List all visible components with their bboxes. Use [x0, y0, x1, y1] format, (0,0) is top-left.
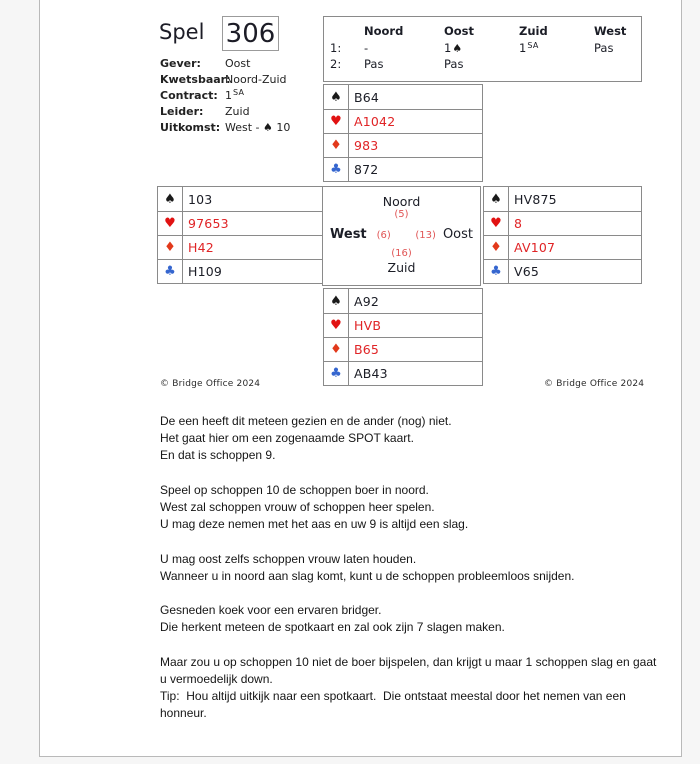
article-line: Gesneden koek voor een ervaren bridger. [160, 603, 382, 618]
north-clubs: 872 [354, 162, 379, 177]
hand-row-spades [484, 187, 641, 211]
east-hearts: 8 [514, 216, 523, 231]
article-line: U mag oost zelfs schoppen vrouw laten houden. [160, 551, 417, 566]
diamond-icon: ♦ [324, 338, 349, 361]
article-line [160, 533, 700, 550]
north-spades: B64 [354, 89, 380, 105]
bid-noord-2: Pas [364, 57, 384, 71]
north-diamonds: 983 [354, 138, 379, 153]
club-icon: ♣ [484, 260, 509, 283]
leider-label: Leider: [160, 104, 204, 118]
south-spades: A92 [354, 293, 380, 309]
hand-west [157, 186, 323, 284]
heart-icon: ♥ [324, 110, 349, 133]
uitkomst-value: West - ♠ 10 [225, 120, 291, 134]
article-text [160, 413, 700, 723]
heart-icon: ♥ [324, 314, 349, 337]
south-clubs: AB43 [354, 366, 388, 381]
info-row-leider [160, 103, 290, 119]
kwetsbaar-value: Noord-Zuid [225, 72, 287, 86]
bid-zuid-1: $1^{SA}$ [519, 41, 539, 55]
hand-east [483, 186, 642, 284]
hand-south [323, 288, 483, 386]
east-diamonds: AV107 [514, 240, 556, 255]
gever-label: Gever: [160, 56, 201, 70]
north-hearts: A1042 [354, 114, 396, 129]
hand-north [323, 84, 483, 182]
deal-title: Spel [159, 20, 205, 44]
copyright-right: © Bridge Office 2024 [544, 379, 645, 389]
article-line: De een heeft dit meteen gezien en de ander (nog) niet. [160, 414, 452, 428]
hand-row-diamonds [324, 337, 482, 361]
east-clubs: V65 [514, 264, 540, 279]
hand-row-clubs [324, 361, 482, 385]
hand-row-hearts [484, 211, 641, 235]
info-row-contract [160, 87, 290, 103]
west-diamonds: H42 [188, 240, 214, 255]
article-line: Die herkent meteen de spotkaart en zal ook zijn 7 slagen maken. [160, 620, 505, 635]
spade-icon: ♠ [452, 42, 463, 55]
uitkomst-label: Uitkomst: [160, 120, 221, 134]
article-line [160, 637, 700, 654]
info-row-uitkomst [160, 119, 290, 135]
club-icon: ♣ [324, 158, 349, 181]
contract-value: $1^{SA}$ [225, 88, 245, 102]
kwetsbaar-label: Kwetsbaar: [160, 72, 231, 86]
article-line: Maar zou u op schoppen 10 niet de boer bijspelen, dan krijgt u maar 1 schoppen slag en gaat [160, 654, 657, 669]
hand-row-diamonds [324, 133, 482, 157]
article-line: Speel op schoppen 10 de schoppen boer in noord. [160, 482, 429, 497]
article-line [160, 585, 700, 602]
spade-icon: ♠ [484, 187, 509, 211]
bid-oost-2: Pas [444, 57, 464, 71]
heart-icon: ♥ [484, 212, 509, 235]
club-icon: ♣ [324, 362, 349, 385]
west-hearts: 97653 [188, 216, 229, 231]
hand-row-hearts [324, 313, 482, 337]
hand-row-clubs [158, 259, 322, 283]
spade-icon: ♠ [324, 85, 349, 109]
hand-row-hearts [324, 109, 482, 133]
bidding-header-west: West [594, 23, 627, 38]
spade-icon: ♠ [263, 120, 273, 134]
document-page [39, 0, 682, 757]
hand-row-spades [324, 85, 482, 109]
compass-south-label: Zuid [387, 260, 416, 275]
spade-icon: ♠ [324, 289, 349, 313]
bidding-round-2-label: 2: [330, 57, 342, 71]
compass-east-label: Oost [442, 227, 473, 242]
article-line: Het gaat hier om een zogenaamde SPOT kaart. [160, 431, 414, 446]
hand-row-diamonds [158, 235, 322, 259]
spade-icon: ♠ [158, 187, 183, 211]
deal-info [160, 55, 290, 135]
compass-west-points: (6) [376, 230, 391, 241]
deal-number: 306 [225, 18, 276, 49]
diamond-icon: ♦ [484, 236, 509, 259]
bidding-round-1-label: 1: [330, 41, 342, 55]
leider-value: Zuid [225, 104, 250, 118]
copyright-left: © Bridge Office 2024 [160, 379, 261, 389]
hand-row-spades [158, 187, 322, 211]
gever-value: Oost [225, 56, 251, 70]
bid-oost-1: 1♠ [444, 41, 463, 55]
article-line: U mag deze nemen met het aas en uw 9 is altijd een slag. [160, 517, 469, 532]
article-line: En dat is schoppen 9. [160, 448, 276, 463]
article-line: West zal schoppen vrouw of schoppen heer spelen. [160, 500, 435, 514]
hand-row-hearts [158, 211, 322, 235]
heart-icon: ♥ [158, 212, 183, 235]
bidding-header-oost: Oost [444, 23, 475, 38]
compass-south-points: (16) [391, 248, 412, 259]
compass-east-points: (13) [415, 230, 436, 241]
deal-number-box [222, 16, 279, 51]
hand-row-clubs [324, 157, 482, 181]
article-line: honneur. [160, 706, 207, 721]
article-line: u vermoedelijk down. [160, 671, 273, 686]
south-diamonds: B65 [354, 342, 380, 357]
bidding-header-noord: Noord [364, 23, 404, 38]
contract-label: Contract: [160, 88, 218, 102]
hand-row-diamonds [484, 235, 641, 259]
article-line: Tip: Hou altijd uitkijk naar een spotkaart. Die ontstaat meestal door het nemen van een [160, 689, 626, 704]
west-spades: 103 [188, 191, 213, 207]
article-line: Wanneer u in noord aan slag komt, kunt u de schoppen probleemloos snijden. [160, 568, 575, 583]
diamond-icon: ♦ [158, 236, 183, 259]
info-row-kwetsbaar [160, 71, 290, 87]
bid-noord-1: - [364, 41, 369, 55]
west-clubs: H109 [188, 264, 223, 279]
compass-north-points: (5) [394, 209, 409, 220]
diamond-icon: ♦ [324, 134, 349, 157]
compass-middle-row [323, 227, 480, 242]
bidding-table [323, 16, 642, 82]
south-hearts: HVB [354, 318, 382, 333]
club-icon: ♣ [158, 260, 183, 283]
info-row-gever [160, 55, 290, 71]
hand-row-clubs [484, 259, 641, 283]
compass-box [322, 186, 481, 286]
compass-west-label: West [330, 227, 367, 242]
hand-row-spades [324, 289, 482, 313]
article-line [160, 465, 700, 482]
bid-west-1: Pas [594, 41, 614, 55]
bidding-header-zuid: Zuid [519, 23, 548, 38]
compass-north-label: Noord [382, 194, 421, 209]
east-spades: HV875 [514, 191, 557, 207]
